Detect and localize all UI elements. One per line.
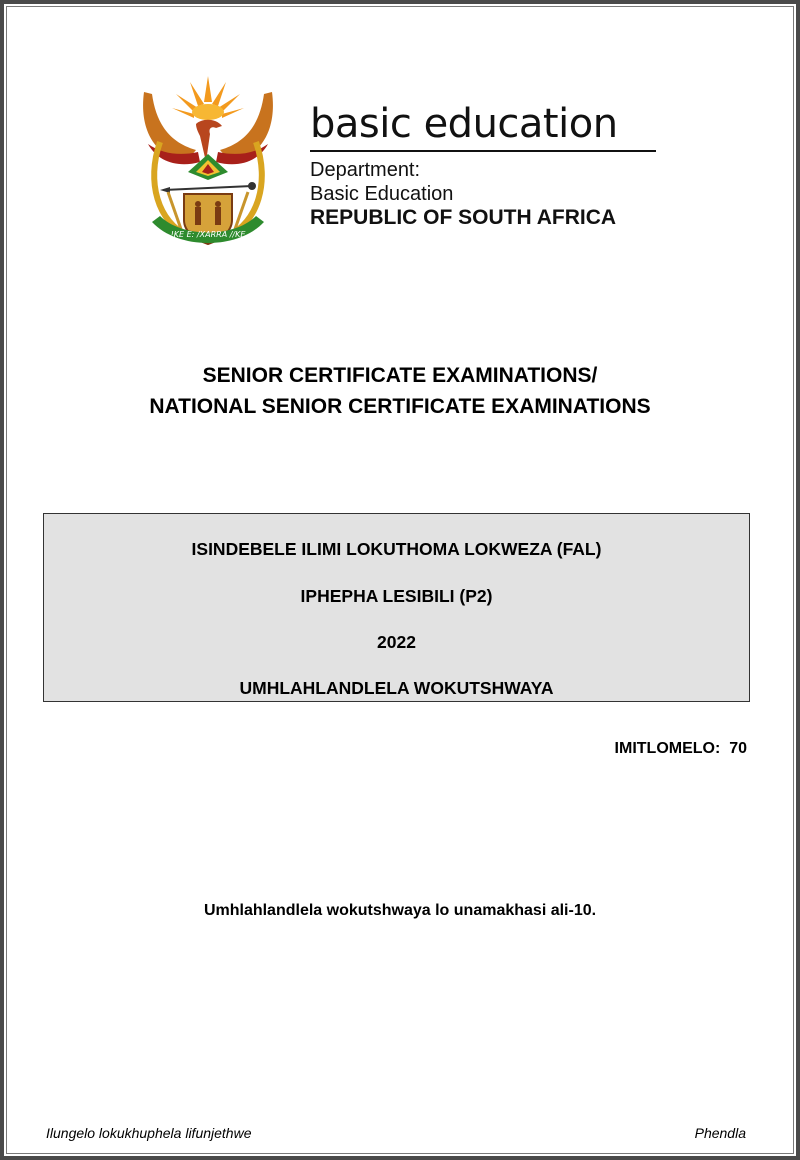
subject-title: ISINDEBELE ILIMI LOKUTHOMA LOKWEZA (FAL) (191, 539, 602, 559)
department-name: Basic Education (310, 183, 454, 205)
exam-year: 2022 (377, 632, 416, 652)
subject-box (43, 513, 750, 702)
please-turn-over: Phendla (694, 1125, 746, 1141)
document-type: UMHLAHLANDLELA WOKUTSHWAYA (239, 678, 554, 698)
brand-divider (310, 150, 656, 152)
copyright-notice: Ilungelo lokukhuphela lifunjethwe (46, 1125, 252, 1141)
exam-heading-line-1: SENIOR CERTIFICATE EXAMINATIONS/ (202, 364, 598, 387)
exam-heading (0, 360, 800, 422)
svg-text:!KE E: /XARRA //KE: !KE E: /XARRA //KE (170, 230, 246, 239)
letterhead (310, 100, 658, 230)
country-name: REPUBLIC OF SOUTH AFRICA (310, 206, 617, 229)
paper-title: IPHEPHA LESIBILI (P2) (300, 586, 493, 606)
total-marks: IMITLOMELO: 70 (614, 740, 747, 757)
exam-heading-line-2: NATIONAL SENIOR CERTIFICATE EXAMINATIONS (149, 395, 651, 418)
coat-of-arms-icon (138, 72, 278, 248)
brand-title: basic education (310, 101, 618, 147)
department-label: Department: (310, 159, 421, 181)
page-count-note: Umhlahlandlela wokutshwaya lo unamakhasi ali-10. (203, 902, 597, 919)
